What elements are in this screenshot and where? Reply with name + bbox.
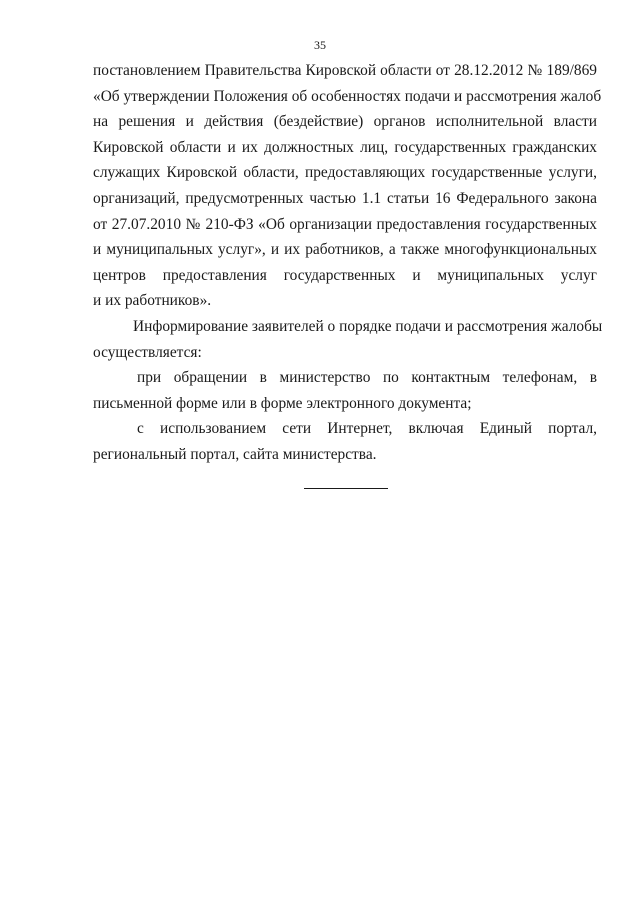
- paragraph-by-phone-or-writing: [93, 365, 597, 416]
- text-line: осуществляется:: [93, 343, 202, 361]
- text-line: на решения и действия (бездействие) органов исполнительной власти: [93, 113, 597, 131]
- text-line: письменной форме или в форме электронного документа;: [93, 394, 472, 412]
- paragraph-resolution-reference: [93, 58, 602, 314]
- text-line: постановлением Правительства Кировской области от 28.12.2012 № 189/869: [93, 62, 597, 79]
- text-line: Кировской области и их должностных лиц, государственных гражданских: [93, 138, 597, 156]
- text-line: служащих Кировской области, предоставляющих государственные услуги,: [93, 164, 597, 182]
- document-text: [93, 58, 603, 468]
- text-line: и муниципальных услуг», и их работников, а также многофункциональных: [93, 241, 597, 259]
- paragraph-informing-applicants: [93, 314, 603, 365]
- text-line: и их работников».: [93, 292, 212, 310]
- text-line: организаций, предусмотренных частью 1.1 статьи 16 Федерального закона: [93, 189, 597, 207]
- text-line: при обращении в министерство по контактным телефонам, в: [137, 369, 597, 387]
- text-line: от 27.07.2010 № 210-ФЗ «Об организации предоставления государственных: [93, 215, 597, 233]
- text-line: «Об утверждении Положения об особенностях подачи и рассмотрения жалоб: [93, 87, 602, 105]
- text-line: центров предоставления государственных и муниципальных услуг: [93, 266, 597, 284]
- page-number: 35: [314, 38, 326, 52]
- end-separator-line: [304, 488, 388, 489]
- text-line: Информирование заявителей о порядке подачи и рассмотрения жалобы: [133, 317, 603, 335]
- text-line: с использованием сети Интернет, включая Единый портал,: [137, 420, 597, 438]
- paragraph-via-internet: [93, 416, 597, 467]
- text-line: региональный портал, сайта министерства.: [93, 445, 377, 463]
